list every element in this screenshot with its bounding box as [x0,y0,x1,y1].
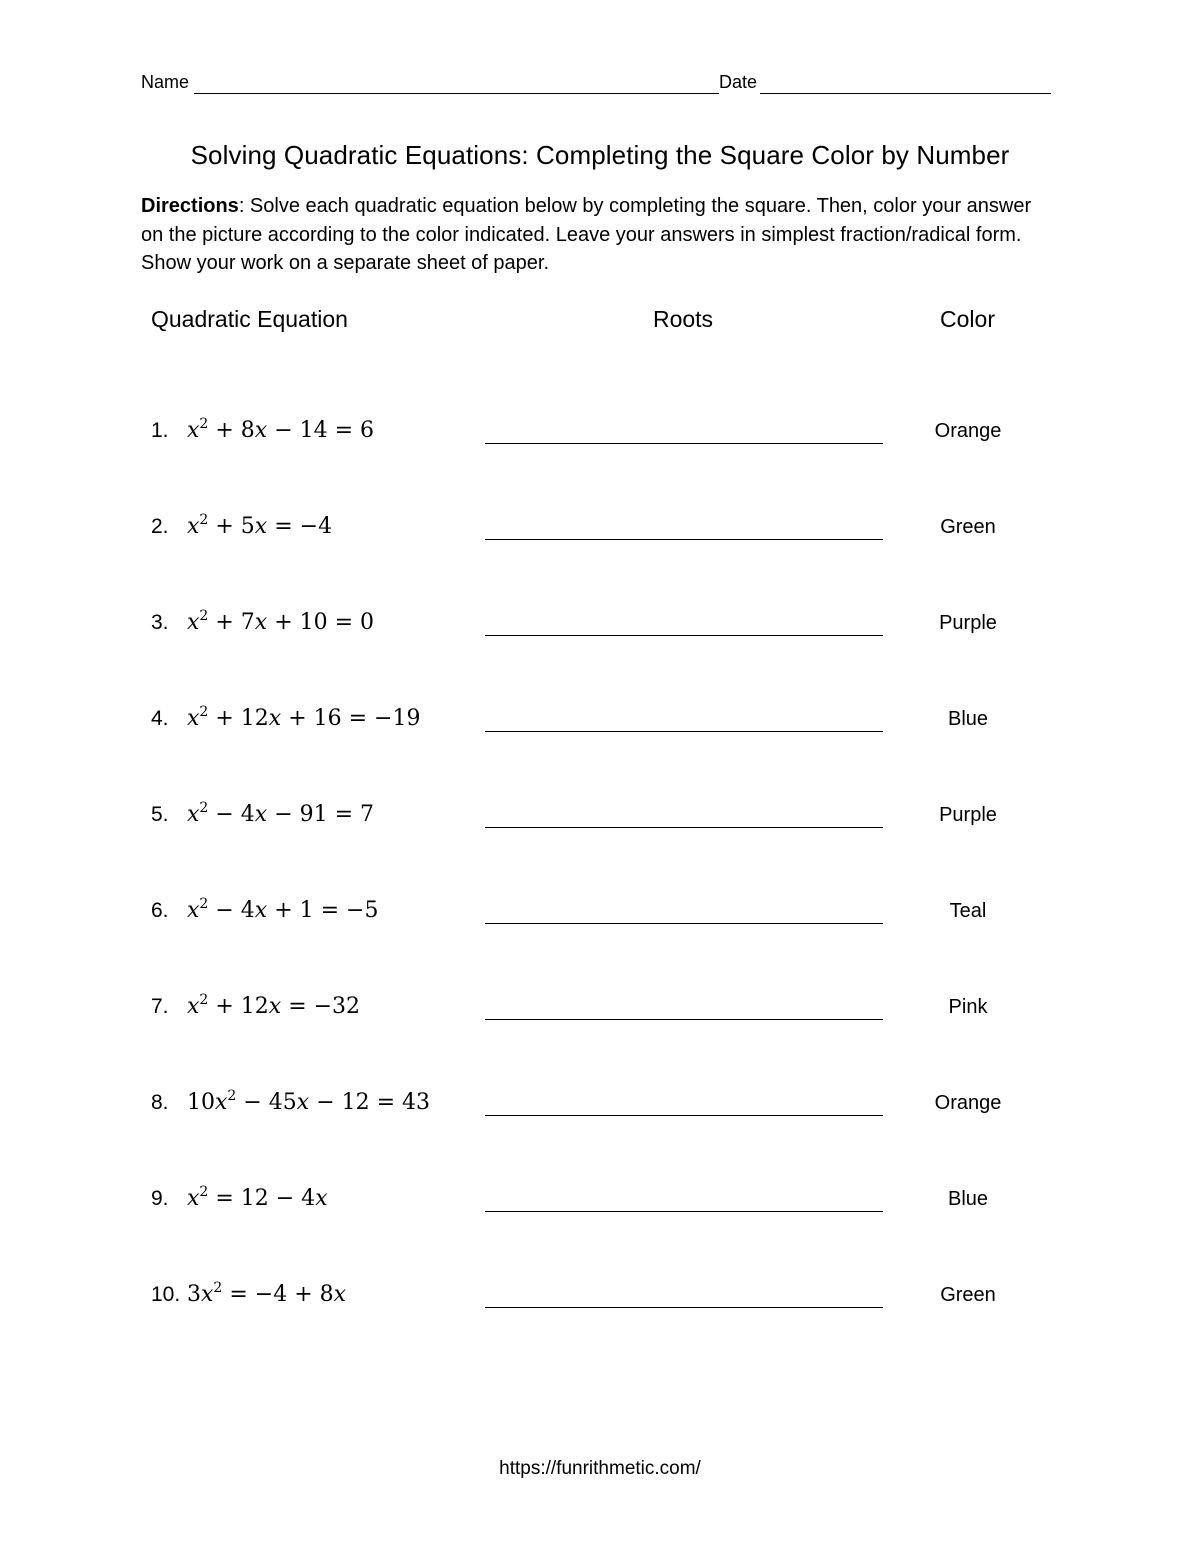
quadratic-equation: $x^2 - 4x - 91 = 7$ [187,800,375,827]
problem-row [0,512,1200,555]
problem-row [0,704,1200,747]
quadratic-equation: $x^2 + 5x = -4$ [187,512,333,539]
problem-row [0,1280,1200,1323]
problem-number: 8. [151,1091,169,1114]
problem-number: 6. [151,899,169,922]
roots-answer-line[interactable] [485,1211,883,1212]
color-label: Pink [948,996,988,1018]
quadratic-equation: $x^2 + 12x = -32$ [187,992,361,1019]
footer-url[interactable]: https://funrithmetic.com/ [499,1458,701,1479]
problem-row [0,608,1200,651]
problem-number: 9. [151,1187,169,1210]
problem-row [0,1184,1200,1227]
quadratic-equation: $x^2 - 4x + 1 = -5$ [187,896,379,923]
problem-row [0,992,1200,1035]
problem-row [0,1088,1200,1131]
quadratic-equation: $x^2 + 8x - 14 = 6$ [187,416,375,443]
quadratic-equation: $x^2 + 7x + 10 = 0$ [187,608,375,635]
roots-answer-line[interactable] [485,1115,883,1116]
problem-row [0,896,1200,939]
problem-row [0,416,1200,459]
problem-number: 4. [151,707,169,730]
problem-row [0,800,1200,843]
color-label: Green [940,1284,996,1306]
color-label: Green [940,516,996,538]
name-label: Name [141,72,190,92]
roots-answer-line[interactable] [485,539,883,540]
color-label: Orange [934,1092,1002,1114]
roots-answer-line[interactable] [485,635,883,636]
column-header-roots: Roots [652,306,714,332]
problem-number: 5. [151,803,169,826]
date-label: Date [719,72,758,92]
quadratic-equation: $10x^2 - 45x - 12 = 43$ [187,1088,431,1115]
roots-answer-line[interactable] [485,827,883,828]
color-label: Purple [939,612,997,634]
page-title: Solving Quadratic Equations: Completing the Square Color by Number [190,140,1010,170]
color-label: Blue [947,1188,989,1210]
color-label: Purple [939,804,997,826]
problem-number: 2. [151,515,169,538]
problem-number: 7. [151,995,169,1018]
quadratic-equation: $x^2 + 12x + 16 = -19$ [187,704,421,731]
roots-answer-line[interactable] [485,1019,883,1020]
color-label: Teal [949,900,987,922]
roots-answer-line[interactable] [485,443,883,444]
roots-answer-line[interactable] [485,731,883,732]
roots-answer-line[interactable] [485,923,883,924]
quadratic-equation: $3x^2 = -4 + 8x$ [187,1280,347,1307]
problem-number: 3. [151,611,169,634]
color-label: Orange [934,420,1002,442]
directions-text: : Solve each quadratic equation below by completing the square. Then, color your answer on the picture according to the color indicated. Leave your answers in simplest fraction/radical form. Show your work on a separate sheet of paper. [141,195,1032,274]
column-header-equation: Quadratic Equation [151,306,348,332]
directions-label: Directions [141,195,239,217]
problem-number: 1. [151,419,169,442]
color-label: Blue [947,708,989,730]
quadratic-equation: $x^2 = 12 - 4x$ [187,1184,328,1211]
column-header-color: Color [940,306,995,332]
problem-number: 10. [151,1283,181,1306]
roots-answer-line[interactable] [485,1307,883,1308]
